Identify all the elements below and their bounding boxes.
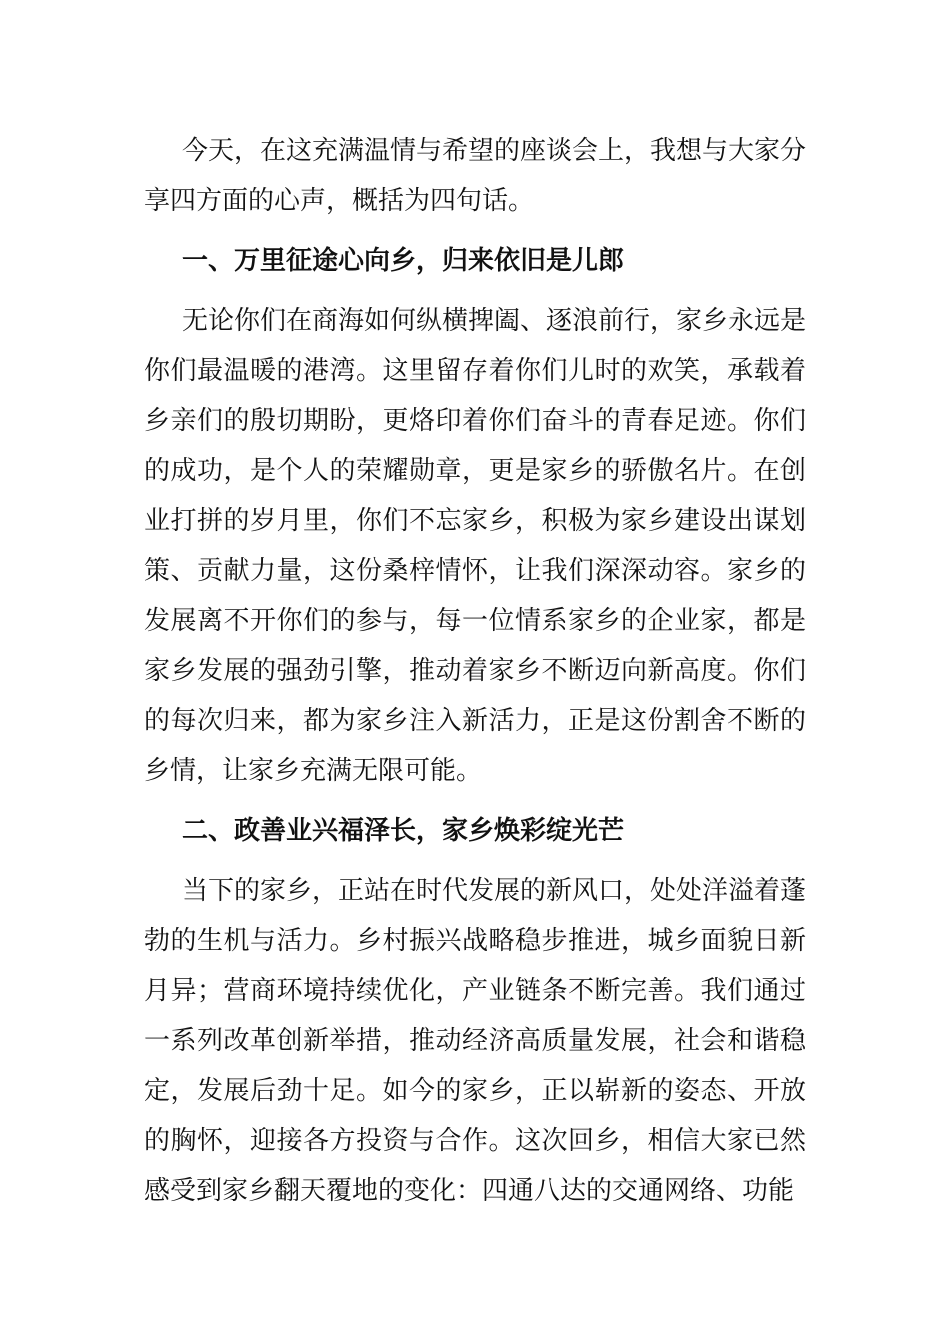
section-1-heading: 一、万里征途心向乡，归来依旧是儿郎 (182, 246, 625, 276)
intro-paragraph: 今天，在这充满温情与希望的座谈会上，我想与大家分享四方面的心声，概括为四句话。 (144, 136, 807, 216)
section-2-paragraph: 当下的家乡，正站在时代发展的新风口，处处洋溢着蓬勃的生机与活力。乡村振兴战略稳步推进，城乡面貌日新月异；营商环境持续优化，产业链条不断完善。我们通过一系列改革创新举措，推动经济高质量发展，社会和谐稳定，发展后劲十足。如今的家乡，正以崭新的姿态、开放的胸怀，迎接各方投资与合作。这次回乡，相信大家已然感受到家乡翻天覆地的变化：四通八达的交通网络、功能 (144, 876, 807, 1206)
section-1-paragraph: 无论你们在商海如何纵横捭阖、逐浪前行，家乡永远是你们最温暖的港湾。这里留存着你们儿时的欢笑，承载着乡亲们的殷切期盼，更烙印着你们奋斗的青春足迹。你们的成功，是个人的荣耀勋章，更是家乡的骄傲名片。在创业打拼的岁月里，你们不忘家乡，积极为家乡建设出谋划策、贡献力量，这份桑梓情怀，让我们深深动容。家乡的发展离不开你们的参与，每一位情系家乡的企业家，都是家乡发展的强劲引擎，推动着家乡不断迈向新高度。你们的每次归来，都为家乡注入新活力，正是这份割舍不断的乡情，让家乡充满无限可能。 (144, 306, 807, 786)
section-2-heading: 二、政善业兴福泽长，家乡焕彩绽光芒 (182, 816, 625, 846)
document-body (144, 126, 806, 1216)
